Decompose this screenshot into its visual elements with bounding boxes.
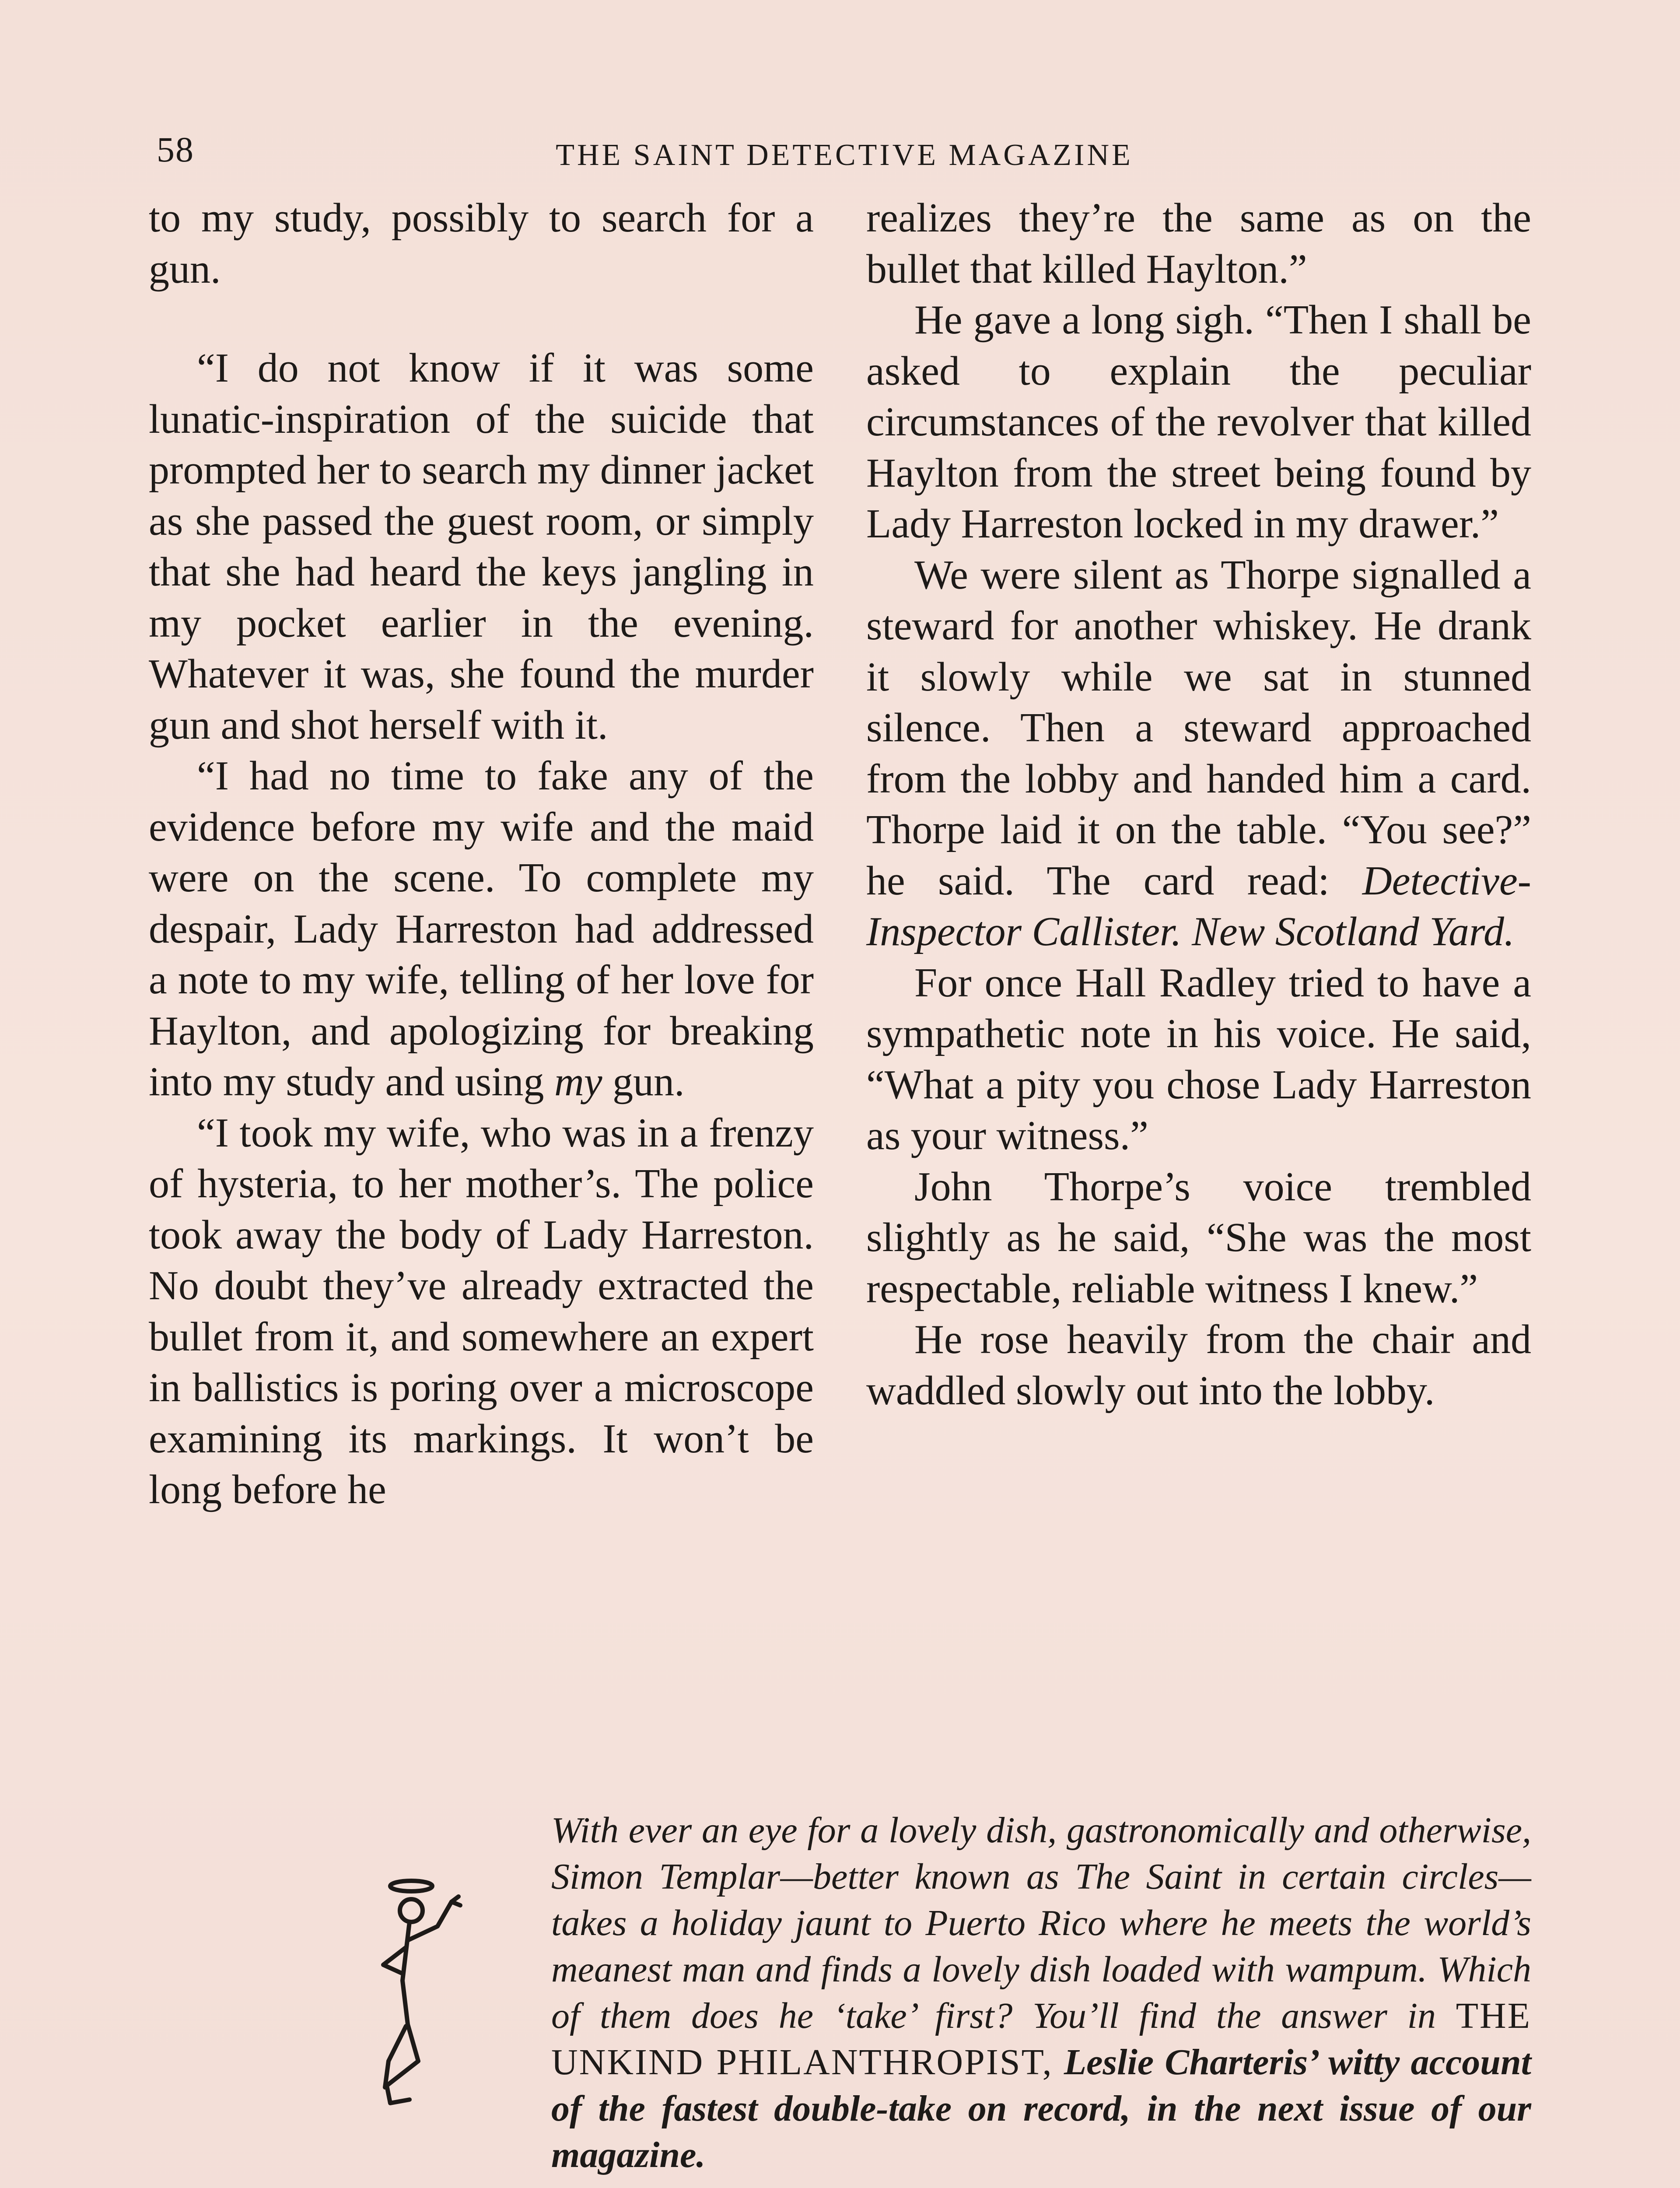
saint-stick-figure-icon (368, 1877, 490, 2122)
left-paragraph-3-emphasis: my (554, 1059, 602, 1105)
promo-text-end: Leslie Charteris’ witty account of the fastest double-take on record, in the next issue of our magazine. (551, 2042, 1531, 2175)
story-title: THE UNKIND PHILANTHROPIST, (551, 1995, 1531, 2083)
right-paragraph-4: For once Hall Radley tried to have a sympathetic note in his voice. He said, “What a pity you chose Lady Harreston as your witness.” (866, 960, 1531, 1158)
next-issue-promo (551, 1807, 1531, 2178)
left-paragraph-3-text: “I had no time to fake any of the evidence before my wife and the maid were on the scene. To complete my despair, Lady Harreston had addressed a note to my wife, telling of her love for Haylton, and apologizing for breaking into my study and using (149, 753, 814, 1105)
card-text: Detective-Inspector Callister. New Scotland Yard. (866, 858, 1531, 954)
page-header (149, 129, 1540, 182)
promo-text: With ever an eye for a lovely dish, gastronomically and otherwise, Simon Templar—better known as The Saint in certain circles—takes a holiday jaunt to Puerto Rico where he meets the world’s meanest man and finds a lovely dish loaded with wampum. Which of them does he ‘take’ first? You’ll find the answer in (551, 1810, 1531, 2036)
left-paragraph-3-end: gun. (602, 1059, 685, 1105)
left-paragraph-1: to my study, possibly to search for a gun. (149, 195, 814, 292)
left-column (149, 193, 814, 1515)
left-paragraph-2: “I do not know if it was some lunatic-inspiration of the suicide that prompted her to search my dinner jacket as she passed the guest room, or simply that she had heard the keys jangling in my pocket earlier in the evening. Whatever it was, she found the murder gun and shot herself with it. (149, 345, 814, 748)
right-paragraph-6: He rose heavily from the chair and waddled slowly out into the lobby. (866, 1317, 1531, 1413)
right-paragraph-5: John Thorpe’s voice trembled slightly as he said, “She was the most respectable, reliable witness I knew.” (866, 1164, 1531, 1311)
right-paragraph-3 (866, 550, 1531, 957)
left-paragraph-3 (149, 750, 814, 1108)
right-paragraph-1: realizes they’re the same as on the bullet that killed Haylton.” (866, 195, 1531, 292)
page-number: 58 (157, 130, 194, 169)
right-paragraph-3-text: We were silent as Thorpe signalled a steward for another whiskey. He drank it slowly while we sat in stunned silence. Then a steward approached from the lobby and handed him a card. Thorpe laid it on the table. “You see?” he said. The card read: (866, 552, 1531, 904)
right-paragraph-2: He gave a long sigh. “Then I shall be asked to explain the peculiar circumstances of the revolver that killed Haylton from the street being found by Lady Harreston locked in my drawer.” (866, 297, 1531, 547)
running-head: THE SAINT DETECTIVE MAGAZINE (556, 138, 1133, 172)
right-column (866, 193, 1531, 1416)
left-paragraph-4: “I took my wife, who was in a frenzy of hysteria, to her mother’s. The police took away the body of Lady Harreston. No doubt they’ve already extracted the bullet from it, and somewhere an expert in ballistics is poring over a microscope examining its markings. It won’t be long before he (149, 1110, 814, 1512)
